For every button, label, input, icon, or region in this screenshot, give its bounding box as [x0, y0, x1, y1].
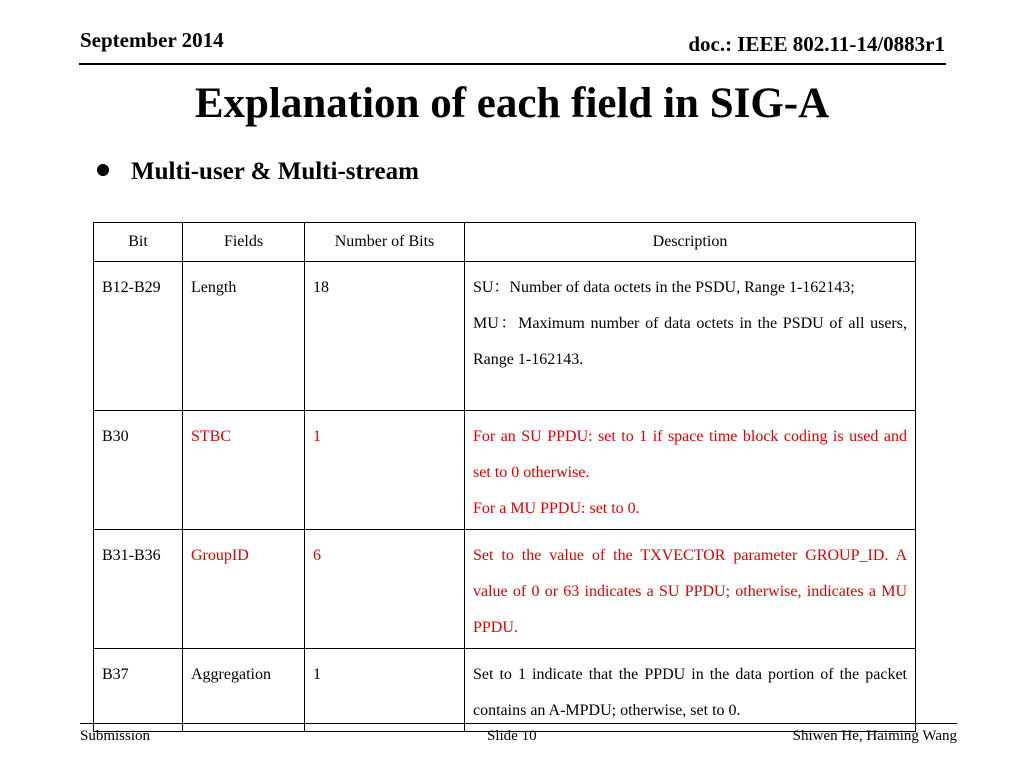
cell-bit: B30 [94, 411, 183, 530]
table-row [94, 262, 916, 411]
bullet-text: Multi-user & Multi-stream [131, 158, 419, 185]
description-line: For a MU PPDU: set to 0. [473, 500, 640, 517]
column-header-bit: Bit [94, 223, 183, 262]
cell-description [465, 411, 916, 530]
cell-number-of-bits: 18 [305, 262, 465, 411]
header-doc-id: doc.: IEEE 802.11-14/0883r1 [688, 32, 945, 56]
footer-authors: Shiwen He, Haiming Wang [792, 728, 957, 744]
cell-field: Length [183, 262, 305, 411]
description-line: SU：Number of data octets in the PSDU, Range 1-162143; [473, 279, 855, 296]
cell-field: STBC [183, 411, 305, 530]
description-line: MU：Maximum number of data octets in the PSDU of all users, Range 1-162143. [473, 315, 907, 368]
cell-description [465, 649, 916, 732]
slide-title: Explanation of each field in SIG-A [194, 80, 830, 127]
cell-description [465, 530, 916, 649]
cell-bit: B37 [94, 649, 183, 732]
cell-bit: B12-B29 [94, 262, 183, 411]
bullet-dot-icon [97, 164, 109, 176]
header-date: September 2014 [80, 28, 224, 52]
header-divider [79, 63, 946, 65]
table-header-row [94, 223, 916, 262]
sig-a-field-table [93, 222, 916, 732]
cell-number-of-bits: 1 [305, 649, 465, 732]
table-row [94, 649, 916, 732]
footer-submission: Submission [80, 728, 151, 744]
cell-number-of-bits: 1 [305, 411, 465, 530]
column-header-number-of-bits: Number of Bits [305, 223, 465, 262]
description-line: For an SU PPDU: set to 1 if space time block coding is used and set to 0 otherwise. [473, 428, 907, 481]
description-line: Set to the value of the TXVECTOR parameter GROUP_ID. A value of 0 or 63 indicates a SU PPDU; otherwise, indicates a MU PPDU. [473, 547, 907, 636]
column-header-description: Description [465, 223, 916, 262]
footer-divider [80, 723, 957, 724]
cell-description [465, 262, 916, 411]
column-header-fields: Fields [183, 223, 305, 262]
bullet-item [97, 158, 419, 186]
cell-number-of-bits: 6 [305, 530, 465, 649]
description-line: Set to 1 indicate that the PPDU in the data portion of the packet contains an A-MPDU; otherwise, set to 0. [473, 666, 907, 719]
footer-slide-number: Slide 10 [487, 728, 537, 744]
cell-field: Aggregation [183, 649, 305, 732]
cell-bit: B31-B36 [94, 530, 183, 649]
table-row [94, 530, 916, 649]
table-row [94, 411, 916, 530]
cell-field: GroupID [183, 530, 305, 649]
